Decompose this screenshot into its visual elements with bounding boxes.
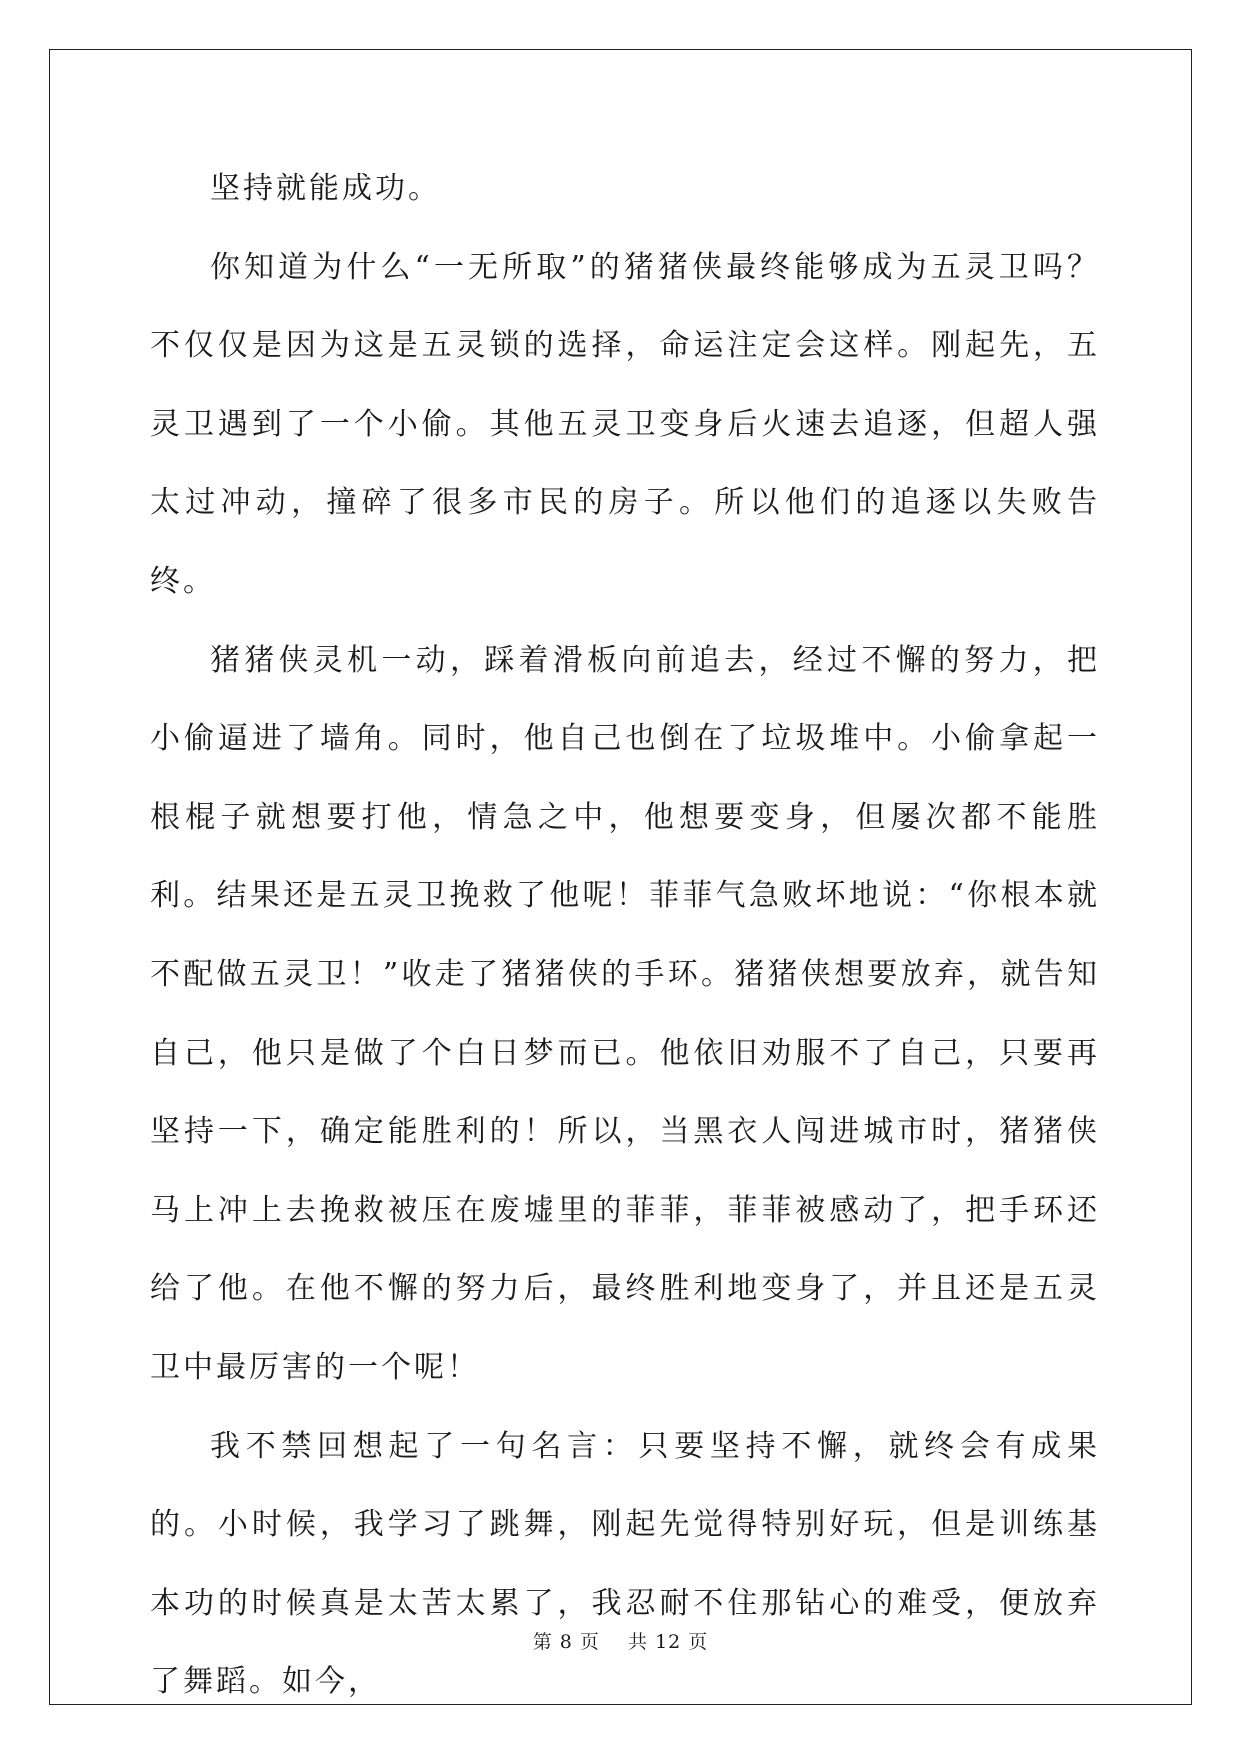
- paragraph-2: 你知道为什么“一无所取”的猪猪侠最终能够成为五灵卫吗？不仅仅是因为这是五灵锁的选择，命运注定会这样。刚起先，五灵卫遇到了一个小偷。其他五灵卫变身后火速去追逐，但超人强太过冲动，撞碎了很多市民的房子。所以他们的追逐以失败告终。: [150, 249, 1100, 599]
- page-number-label: 第 8 页 共 12 页: [532, 1631, 709, 1653]
- paragraph-3: 猪猪侠灵机一动，踩着滑板向前追去，经过不懈的努力，把小偷逼进了墙角。同时，他自己也倒在了垃圾堆中。小偷拿起一根棍子就想要打他，情急之中，他想要变身，但屡次都不能胜利。结果还是五灵卫挽救了他呢！菲菲气急败坏地说：“你根本就不配做五灵卫！”收走了猪猪侠的手环。猪猪侠想要放弃，就告知自己，他只是做了个白日梦而已。他依旧劝服不了自己，只要再坚持一下，确定能胜利的！所以，当黑衣人闯进城市时，猪猪侠马上冲上去挽救被压在废墟里的菲菲，菲菲被感动了，把手环还给了他。在他不懈的努力后，最终胜利地变身了，并且还是五灵卫中最厉害的一个呢！: [150, 642, 1100, 1385]
- paragraph-4: 我不禁回想起了一句名言：只要坚持不懈，就终会有成果的。小时候，我学习了跳舞，刚起先觉得特别好玩，但是训练基本功的时候真是太苦太累了，我忍耐不住那钻心的难受，便放弃了舞蹈。如今，: [150, 1428, 1100, 1700]
- page-footer: [0, 1627, 1241, 1654]
- document-body: [150, 150, 1100, 1722]
- paragraph-1: 坚持就能成功。: [210, 171, 441, 206]
